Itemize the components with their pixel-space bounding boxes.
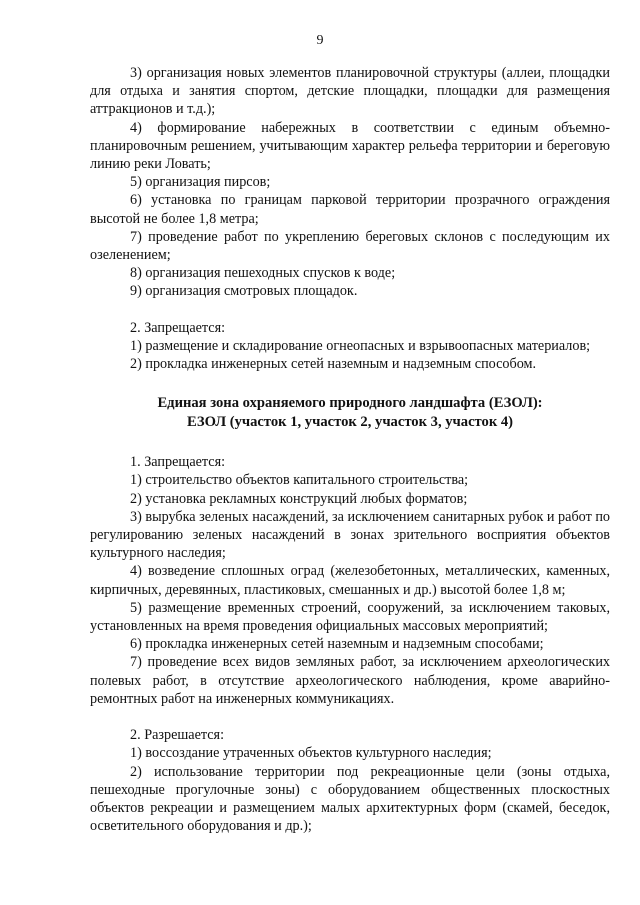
section-title-line2: ЕЗОЛ (участок 1, участок 2, участок 3, участок 4) (186, 414, 514, 431)
subsection-heading: 2. Запрещается: (130, 319, 226, 336)
list-item: 9) организация смотровых площадок. (130, 283, 358, 300)
list-item: 5) организация пирсов; (130, 174, 271, 191)
document-body (90, 64, 610, 835)
section-title (90, 394, 610, 432)
page-number: 9 (316, 33, 324, 48)
list-item: 1) строительство объектов капитального строительства; (130, 472, 469, 489)
block-permitted-park-items (90, 64, 610, 301)
list-item: 4) формирование набережных в соответствии с единым объемно-планировочным решением, учитывающим характер рельефа территории и береговую линию реки Ловать; (90, 119, 610, 173)
section-title-line1: Единая зона охраняемого природного ландшафта (ЕЗОЛ): (157, 395, 543, 412)
list-item: 1) воссоздание утраченных объектов культурного наследия; (130, 745, 492, 762)
list-item: 7) проведение всех видов земляных работ, за исключением археологических полевых работ, в отсутствие археологического наблюдения, кроме аварийно-ремонтных работ на инженерных коммуникациях. (90, 654, 610, 707)
list-item: 1) размещение и складирование огнеопасных и взрывоопасных материалов; (130, 337, 591, 354)
list-item: 2) прокладка инженерных сетей наземным и надземным способом. (130, 356, 537, 373)
list-item: 4) возведение сплошных оград (железобетонных, металлических, каменных, кирпичных, деревянных, пластиковых, смешанных и др.) высотой более 1,8 м; (90, 563, 610, 598)
list-item: 6) прокладка инженерных сетей наземным и надземным способами; (130, 636, 544, 653)
list-item: 2) использование территории под рекреационные цели (зоны отдыха, пешеходные прогулочные зоны) с оборудованием общественных плоскостных объектов рекреации и размещением малых архитектурных форм (скамей, беседок, осветительного оборудования и др.); (90, 763, 610, 835)
block-ezol-prohibited (90, 453, 610, 708)
list-item: 3) организация новых элементов планировочной структуры (аллеи, площадки для отдыха и занятия спортом, детские площадки, площадки для размещения аттракционов и т.д.); (90, 65, 610, 118)
list-item: 8) организация пешеходных спусков к воде; (130, 265, 396, 282)
subsection-heading: 1. Запрещается: (130, 454, 226, 471)
list-item: 2) установка рекламных конструкций любых форматов; (130, 490, 468, 507)
list-item: 7) проведение работ по укреплению береговых склонов с последующим их озеленением; (90, 228, 610, 264)
list-item: 5) размещение временных строений, сооружений, за исключением таковых, установленных на время проведения официальных массовых мероприятий; (90, 599, 610, 635)
subsection-heading: 2. Разрешается: (130, 727, 225, 744)
list-item: 3) вырубка зеленых насаждений, за исключением санитарных рубок и работ по регулированию зеленых насаждений в зонах зрительного восприятия объектов культурного наследия; (90, 508, 610, 562)
block-ezol-permitted (90, 726, 610, 835)
block-prohibited-park (90, 319, 610, 374)
list-item: 6) установка по границам парковой территории прозрачного ограждения высотой не более 1,8 метра; (90, 192, 610, 227)
